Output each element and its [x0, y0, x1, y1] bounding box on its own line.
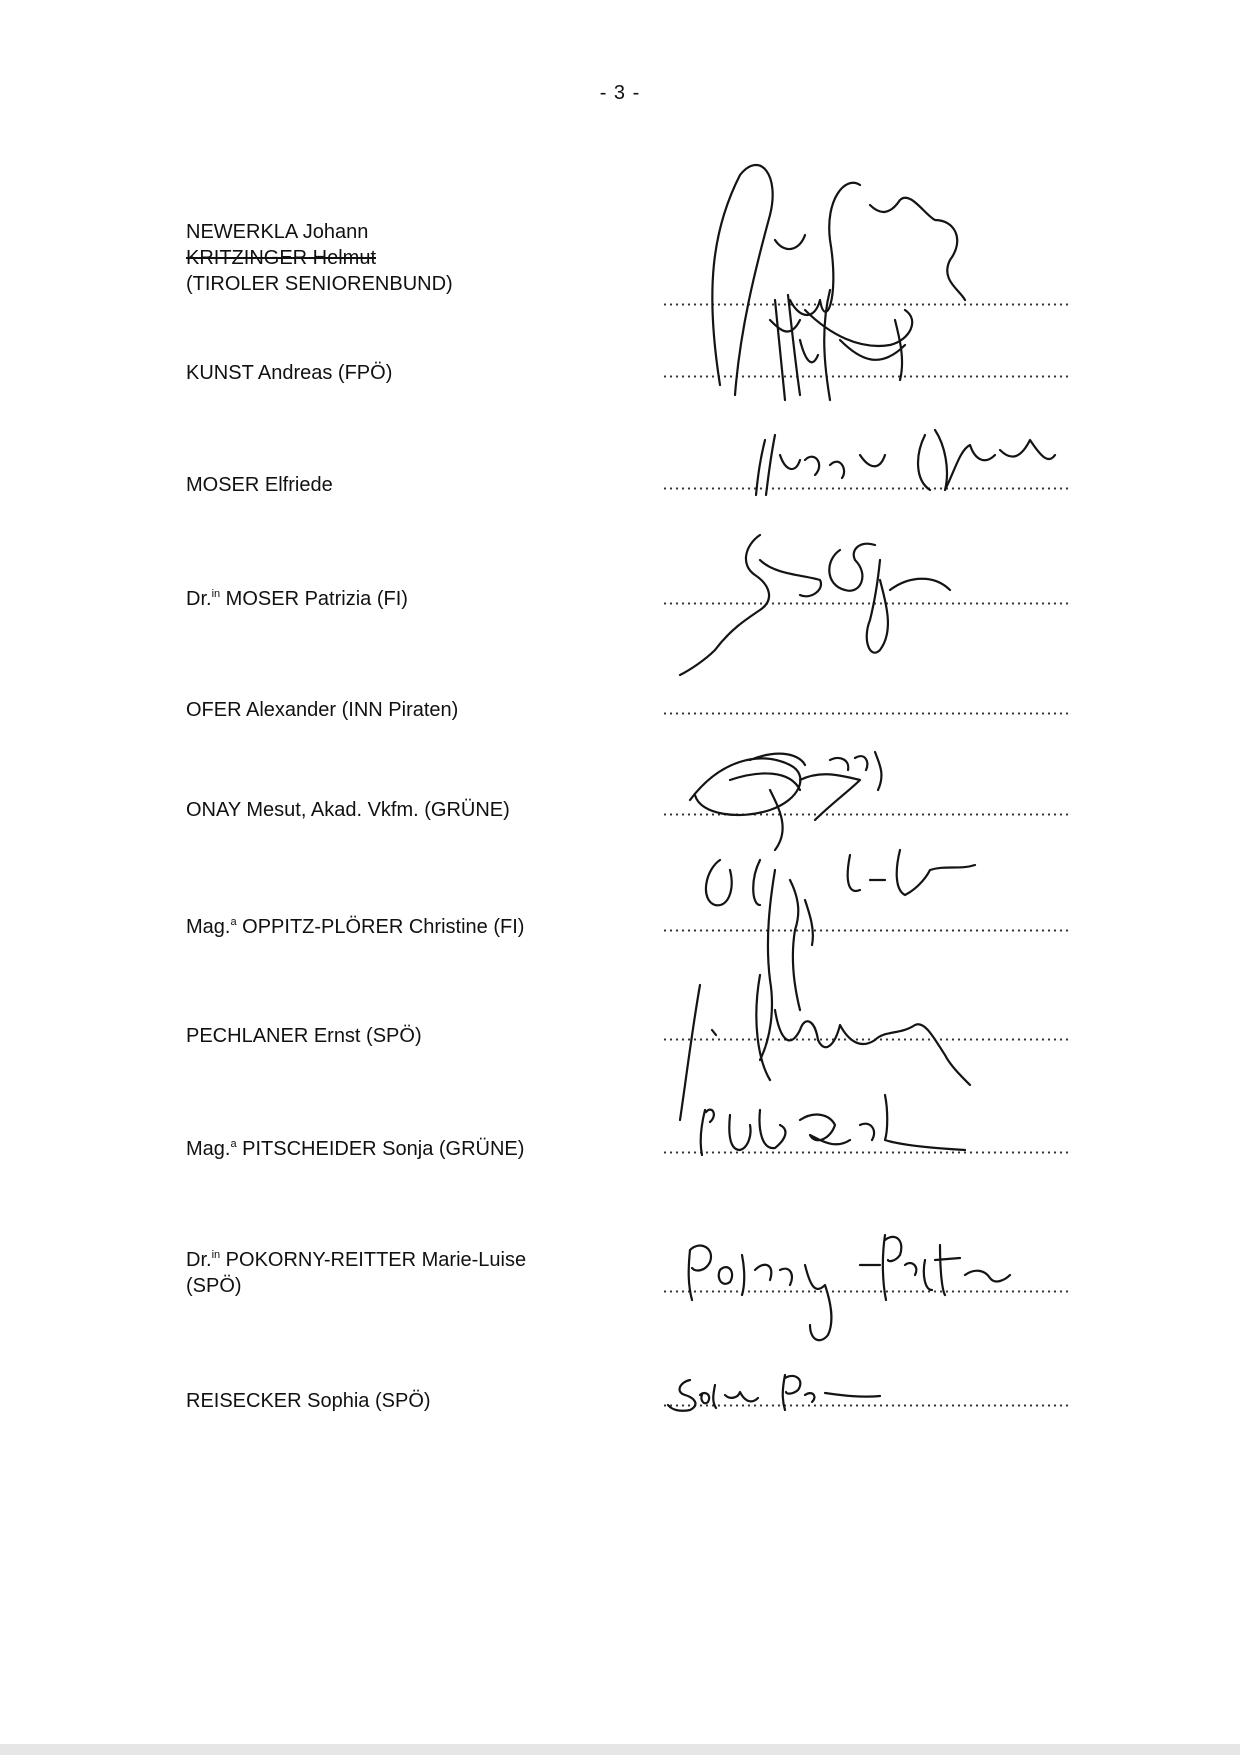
title-suffix: in — [211, 588, 221, 600]
signature-pechlaner — [680, 975, 970, 1120]
signature-pokorny-reitter — [689, 1235, 1010, 1340]
title-suffix: a — [230, 916, 237, 928]
signature-oppitz-ploerer — [706, 850, 975, 1060]
title-suffix: a — [230, 1138, 237, 1150]
page-number: - 3 - — [599, 82, 641, 104]
title-prefix: Mag. — [186, 916, 231, 938]
signature-onay — [690, 752, 881, 850]
signatory-name-reisecker: REISECKER Sophia (SPÖ) — [186, 1390, 431, 1412]
name-text: POKORNY-REITTER Marie-Luise — [220, 1249, 527, 1271]
signatory-affiliation: (SPÖ) — [186, 1275, 242, 1297]
name-text: MOSER Patrizia (FI) — [220, 588, 408, 610]
signatory-name-onay: ONAY Mesut, Akad. Vkfm. (GRÜNE) — [186, 799, 510, 821]
name-text: OPPITZ-PLÖRER Christine (FI) — [236, 916, 525, 938]
signature-pitscheider — [701, 1095, 965, 1155]
signatory-name-kunst: KUNST Andreas (FPÖ) — [186, 362, 393, 384]
title-prefix: Mag. — [186, 1138, 231, 1160]
signatory-name-moser-elfriede: MOSER Elfriede — [186, 474, 333, 496]
signatory-affiliation: (TIROLER SENIORENBUND) — [186, 273, 453, 295]
signature-newerkla — [712, 165, 965, 395]
signatory-name-kritzinger-struck: KRITZINGER Helmut — [186, 247, 377, 269]
signatory-name-ofer: OFER Alexander (INN Piraten) — [186, 699, 459, 721]
signatory-name-newerkla: NEWERKLA Johann — [186, 221, 369, 243]
signature-moser-elfriede — [756, 430, 1055, 495]
title-prefix: Dr. — [186, 588, 212, 610]
signatory-name-pechlaner: PECHLANER Ernst (SPÖ) — [186, 1025, 422, 1047]
title-suffix: in — [211, 1249, 221, 1261]
page-bottom-edge — [0, 1744, 1240, 1755]
name-text: PITSCHEIDER Sonja (GRÜNE) — [236, 1138, 525, 1160]
title-prefix: Dr. — [186, 1249, 212, 1271]
signature-moser-patrizia — [680, 535, 950, 675]
signature-reisecker — [668, 1375, 880, 1411]
